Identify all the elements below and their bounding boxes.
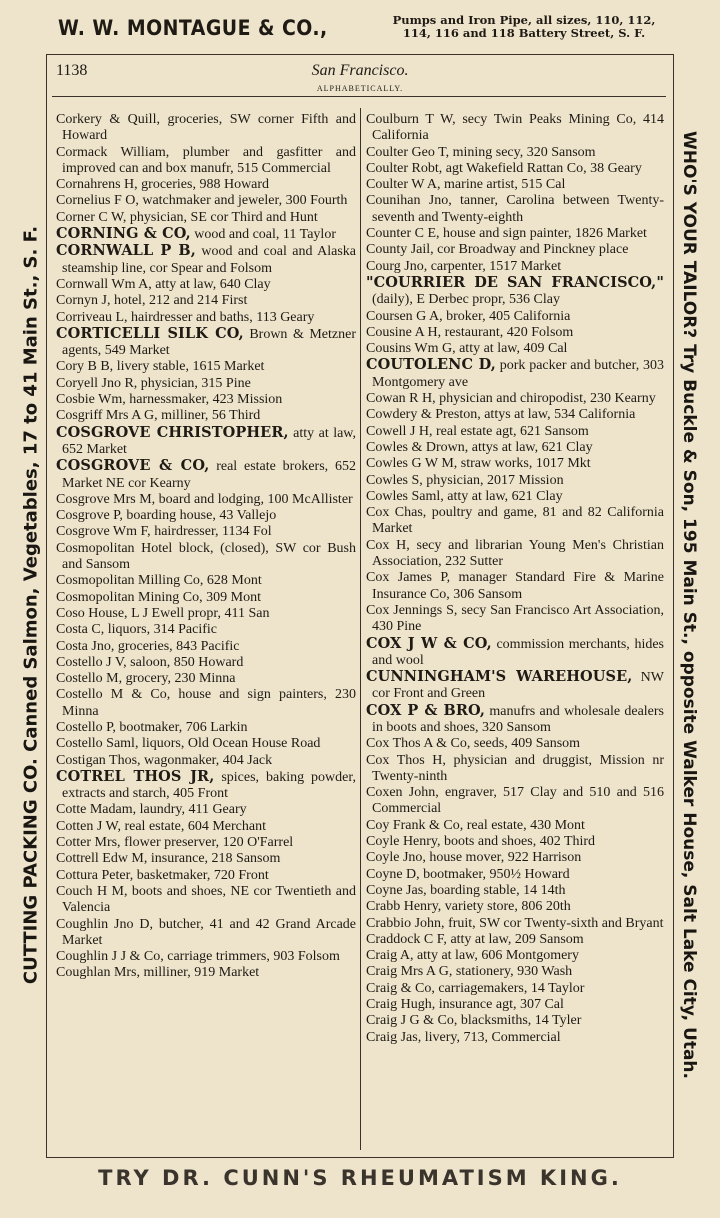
directory-entry (56, 769, 356, 803)
directory-entry (56, 508, 356, 524)
directory-entry (56, 802, 356, 818)
top-ad-line-1: Pumps and Iron Pipe, all sizes, 110, 112, (392, 13, 656, 27)
entry-name: Cowdery & Preston, (366, 407, 481, 423)
directory-entry (56, 177, 356, 193)
entry-text: seeds, 409 Sansom (473, 736, 581, 752)
entry-name: Cox James P, (366, 570, 451, 586)
directory-entry (366, 145, 664, 161)
directory-entry (56, 376, 356, 392)
entry-name: Coso House, (56, 605, 128, 621)
directory-entry (56, 884, 356, 917)
entry-name: Coulter Geo T, (366, 144, 450, 160)
entry-text: (daily), E Derbec propr, 536 Clay (372, 292, 560, 308)
directory-entry (56, 949, 356, 965)
top-ad-tagline (366, 14, 682, 40)
entry-text: secy Twin Peaks Mining Co, 414 California (372, 112, 664, 144)
entry-text: NW cor Front and Green (372, 670, 664, 702)
directory-entry (366, 703, 664, 737)
entry-text: 309 Mont (206, 589, 261, 605)
entry-text: livery, 713, Commercial (424, 1029, 561, 1045)
directory-entry (366, 325, 664, 341)
directory-entry (366, 341, 664, 357)
entry-text: boots and shoes, 402 Third (444, 834, 596, 850)
entry-name: Cornyn J, (56, 293, 111, 309)
directory-entry (366, 981, 664, 997)
entry-text: tanner, Carolina between Twenty-seventh and Twenty-eighth (372, 193, 664, 225)
entry-text: atty at law, 606 Montgomery (416, 948, 579, 964)
entry-name: Cowles & Drown, (366, 439, 469, 455)
directory-entry (366, 226, 664, 242)
entry-text: plumber and gasfitter and improved can and box manufr, 515 Commercial (62, 144, 356, 176)
directory-entry (366, 489, 664, 505)
entry-text: liquors, 314 Pacific (107, 622, 217, 638)
entry-text: laundry, 411 Geary (139, 802, 247, 818)
entry-text: groceries, 843 Pacific (117, 638, 240, 654)
directory-entry (366, 407, 664, 423)
entry-text: 628 Mont (206, 573, 262, 589)
entry-text: board and lodging, 100 McAllister (158, 491, 353, 507)
top-ad-line-2: 114, 116 and 118 Battery Street, S. F. (402, 26, 646, 40)
entry-name: Costello J V, (56, 654, 127, 670)
entry-name: Cosgriff Mrs A G, (56, 408, 158, 424)
entry-text: hairdresser and baths, 113 Geary (131, 309, 315, 325)
entry-name: Coulter Robt, (366, 160, 443, 176)
directory-entry (366, 916, 664, 932)
top-advertisement (44, 8, 684, 52)
entry-name: Cox Jennings S, (366, 602, 458, 618)
entry-name: Cowles Saml, (366, 488, 444, 504)
directory-entry (56, 392, 356, 408)
entry-text: secy and librarian Young Men's Christian Association, 232 Sutter (372, 537, 665, 570)
directory-entry (56, 590, 356, 606)
directory-entry (366, 883, 664, 899)
entry-name: Cosgrove P, (56, 508, 123, 524)
entry-name: Cosgrove Mrs M, (56, 491, 156, 507)
directory-entry (366, 867, 664, 883)
directory-entry (366, 309, 664, 325)
entry-name: Craig Hugh, (366, 997, 436, 1013)
directory-entry (56, 917, 356, 950)
entry-name: Cory B B, (56, 359, 114, 375)
entry-text: hotel, 212 and 214 First (113, 293, 248, 309)
directory-entry (366, 242, 664, 258)
directory-entry (366, 736, 664, 752)
entry-name: Craddock C F, (366, 931, 447, 947)
entry-text: atty at law, 409 Cal (459, 341, 568, 357)
entry-name: Corriveau L, (56, 309, 128, 325)
entry-name: Cosbie Wm, (56, 392, 126, 408)
entry-name: Cox H, (366, 537, 410, 553)
entry-name: Cosmopolitan Milling Co, (56, 573, 204, 589)
entry-name: CORTICELLI SILK CO, (56, 324, 244, 342)
entry-name: Cottrell Edw M, (56, 851, 148, 867)
entry-text: physician, 2017 Mission (426, 472, 564, 488)
directory-entry (56, 965, 356, 981)
entry-name: Cousins Wm G, (366, 341, 456, 357)
entry-text: saloon, 850 Howard (130, 654, 244, 670)
entry-text: milliner, 56 Third (161, 408, 261, 424)
entry-text: real estate, 604 Merchant (124, 818, 266, 834)
page-subtitle: ALPHABETICALLY. (316, 84, 404, 93)
entry-name: Costello P, (56, 719, 116, 735)
entry-text: spices, baking powder, extracts and starch, 405 Front (62, 769, 356, 802)
right-side-advertisement: WHO'S YOUR TAILOR? Try Buckle & Son, 195 Main St., opposite Walker House, Salt Lake City, Utah. (679, 131, 699, 1079)
entry-text: liquors, Old Ocean House Road (141, 736, 321, 752)
column-divider (360, 108, 361, 1150)
directory-entry (366, 570, 664, 603)
directory-entry (56, 326, 356, 360)
entry-text: groceries, SW corner Fifth and Howard (62, 112, 357, 144)
entry-text: agt Wakefield Rattan Co, 38 Geary (445, 160, 642, 176)
directory-entry (56, 458, 356, 492)
entry-text: fruit, SW cor Twenty-sixth and Bryant (448, 915, 664, 931)
entry-name: Cowles S, (366, 472, 423, 488)
directory-entry (56, 408, 356, 424)
directory-entry (366, 473, 664, 489)
directory-entry (56, 359, 356, 375)
entry-name: COX P & BRO, (366, 701, 486, 719)
entry-text: attys at law, 621 Clay (471, 439, 593, 455)
entry-text: physician and chiropodist, 230 Kearny (439, 391, 656, 407)
directory-entry (366, 538, 664, 571)
directory-entry (366, 440, 664, 456)
directory-entry (56, 277, 356, 293)
directory-entry (366, 357, 664, 391)
entry-name: COX J W & CO, (366, 634, 492, 652)
directory-column-left (56, 112, 356, 982)
directory-column-right (366, 112, 664, 1046)
directory-entry (56, 671, 356, 687)
entry-name: Coughlin J J & Co, (56, 949, 164, 965)
entry-name: COSGROVE CHRISTOPHER, (56, 423, 289, 441)
directory-entry (56, 226, 356, 243)
entry-text: atty at law, 209 Sansom (450, 931, 584, 947)
directory-entry (56, 868, 356, 884)
entry-text: manager Standard Fire & Marine Insurance Co, 306 Sansom (372, 570, 665, 602)
entry-name: Cowan R H, (366, 391, 436, 407)
directory-entry (56, 655, 356, 671)
entry-text: insurance, 218 Sansom (150, 851, 281, 867)
entry-text: real estate, 430 Mont (466, 817, 585, 833)
entry-name: Costigan Thos, (56, 752, 141, 768)
directory-entry (366, 899, 664, 915)
entry-name: Coyle Henry, (366, 834, 441, 850)
entry-name: Cotter Mrs, (56, 835, 121, 851)
directory-entry (56, 819, 356, 835)
entry-text: basketmaker, 720 Front (136, 867, 269, 883)
directory-entry (56, 492, 356, 508)
bottom-advertisement: TRY DR. CUNN'S RHEUMATISM KING. (98, 1166, 622, 1190)
directory-entry (56, 524, 356, 540)
entry-name: COSGROVE & CO, (56, 457, 210, 475)
entry-text: carriagemakers, 14 Taylor (438, 980, 585, 996)
entry-name: Craig J G & Co, (366, 1013, 458, 1029)
entry-name: Cotten J W, (56, 818, 121, 834)
directory-entry (366, 193, 664, 226)
entry-text: carpenter, 1517 Market (430, 258, 562, 274)
left-side-advertisement: CUTTING PACKING CO. Canned Salmon, Vegetables, 17 to 41 Main St., S. F. (20, 225, 42, 985)
entry-name: County Jail, (366, 242, 434, 258)
entry-name: Cosgrove Wm F, (56, 524, 151, 540)
directory-entry (366, 456, 664, 472)
entry-name: Cox Thos A & Co, (366, 736, 471, 752)
directory-entry (366, 177, 664, 193)
entry-text: mining secy, 320 Sansom (452, 144, 596, 160)
entry-text: blacksmiths, 14 Tyler (460, 1013, 582, 1029)
entry-name: Cox Thos H, (366, 752, 446, 768)
entry-name: Corkery & Quill, (56, 112, 160, 127)
entry-name: Costello M, (56, 671, 123, 687)
entry-name: Counihan Jno, (366, 193, 452, 209)
entry-text: stationery, 930 Wash (455, 964, 573, 980)
directory-entry (56, 720, 356, 736)
entry-name: Craig Mrs A G, (366, 964, 453, 980)
entry-text: grocery, 230 Minna (125, 671, 236, 687)
entry-name: Cornahrens H, (56, 177, 138, 193)
entry-text: livery stable, 1615 Market (116, 359, 265, 375)
entry-text: house and sign painter, 1826 Market (443, 226, 647, 242)
entry-name: Coursen G A, (366, 308, 443, 324)
entry-name: Cornwall Wm A, (56, 276, 152, 292)
entry-name: Crabb Henry, (366, 899, 442, 915)
entry-name: Cormack William, (56, 144, 170, 160)
directory-entry (56, 573, 356, 589)
page-number: 1138 (56, 62, 88, 79)
entry-text: physician, 315 Pine (140, 375, 251, 391)
entry-text: engraver, 517 Clay and 510 and 516 Commercial (372, 785, 665, 817)
entry-name: Courg Jno, (366, 258, 428, 274)
entry-text: poultry and game, 81 and 82 California Market (372, 505, 665, 537)
entry-text: hairdresser, 1134 Fol (154, 524, 272, 540)
directory-entry (366, 834, 664, 850)
entry-name: Coxen John, (366, 785, 439, 801)
entry-text: straw works, 1017 Mkt (460, 456, 591, 472)
entry-text: house and sign painters, 230 Minna (62, 687, 356, 719)
entry-name: CUNNINGHAM'S WAREHOUSE, (366, 668, 633, 686)
directory-entry (56, 687, 356, 720)
directory-entry (366, 850, 664, 866)
directory-entry (366, 275, 664, 309)
directory-entry (56, 835, 356, 851)
entry-name: Coughlin Jno D, (56, 916, 153, 932)
top-ad-firm-name: W. W. MONTAGUE & CO., (58, 16, 328, 40)
entry-text: Brown & Metzner agents, 549 Market (62, 326, 356, 359)
entry-text: boarding stable, 14 14th (430, 882, 566, 898)
entry-name: Coughlan Mrs, (56, 965, 140, 981)
directory-entry (56, 639, 356, 655)
entry-name: Cornelius F O, (56, 193, 139, 209)
entry-name: Craig Jas, (366, 1029, 422, 1045)
directory-entry (366, 636, 664, 670)
directory-entry (366, 932, 664, 948)
directory-entry (56, 753, 356, 769)
entry-text: broker, 405 California (446, 308, 571, 324)
directory-entry (366, 505, 664, 538)
directory-entry (56, 193, 356, 209)
entry-name: Costello M & Co, (56, 687, 171, 703)
entry-name: Craig A, (366, 948, 414, 964)
directory-entry (366, 161, 664, 177)
entry-text: (closed), SW cor Bush and Sansom (62, 540, 357, 573)
entry-text: watchmaker and jeweler, 300 Fourth (142, 193, 348, 209)
entry-text: groceries, 988 Howard (141, 177, 270, 193)
entry-name: COTREL THOS JR, (56, 767, 215, 785)
directory-entry (56, 243, 356, 277)
entry-text: insurance agt, 307 Cal (438, 997, 564, 1013)
entry-text: flower preserver, 120 O'Farrel (124, 835, 294, 851)
entry-name: Coyne D, (366, 866, 420, 882)
entry-name: Cottura Peter, (56, 867, 134, 883)
entry-text: atty at law, 640 Clay (155, 276, 271, 292)
directory-entry (366, 948, 664, 964)
entry-text: wood and coal, 11 Taylor (194, 227, 336, 243)
directory-entry (366, 259, 664, 275)
entry-text: atty at law, 621 Clay (447, 488, 563, 504)
directory-entry (366, 997, 664, 1013)
header-rule (52, 96, 666, 97)
entry-name: Coulburn T W, (366, 112, 456, 127)
directory-entry (366, 424, 664, 440)
directory-entry (366, 669, 664, 703)
directory-entry (56, 210, 356, 226)
directory-entry (56, 310, 356, 326)
entry-name: Cousine A H, (366, 324, 442, 340)
entry-text: cor Broadway and Pinckney place (437, 242, 629, 258)
entry-text: bootmaker, 950½ Howard (423, 866, 570, 882)
directory-entry (56, 851, 356, 867)
entry-name: Coyne Jas, (366, 882, 427, 898)
entry-name: Couch H M, (56, 883, 128, 899)
directory-entry (366, 964, 664, 980)
directory-entry (366, 112, 664, 145)
entry-name: Coyle Jno, (366, 850, 426, 866)
entry-text: secy San Francisco Art Association, 430 Pine (372, 602, 664, 635)
directory-entry (366, 753, 664, 786)
entry-text: commission merchants, hides and wool (372, 636, 664, 668)
entry-text: manufrs and wholesale dealers in boots and shoes, 320 Sansom (372, 703, 665, 735)
entry-text: wagonmaker, 404 Jack (144, 752, 273, 768)
entry-text: atty at law, 652 Market (62, 425, 357, 457)
entry-name: Cox Chas, (366, 505, 427, 521)
entry-text: variety store, 806 20th (444, 899, 571, 915)
directory-entry (366, 391, 664, 407)
entry-text: wood and coal and Alaska steamship line, cor Spear and Folsom (62, 244, 356, 276)
entry-text: harnessmaker, 423 Mission (129, 392, 283, 408)
entry-text: milliner, 919 Market (143, 965, 260, 981)
entry-text: restaurant, 420 Folsom (444, 324, 574, 340)
directory-entry (56, 541, 356, 574)
entry-text: boarding house, 43 Vallejo (126, 508, 277, 524)
directory-entry (56, 606, 356, 622)
entry-text: attys at law, 534 California (484, 407, 636, 423)
entry-name: "COURRIER DE SAN FRANCISCO," (366, 273, 664, 291)
directory-entry (366, 818, 664, 834)
entry-text: physician and druggist, Mission nr Twenty-ninth (372, 752, 665, 784)
directory-entry (56, 145, 356, 178)
entry-text: carriage trimmers, 903 Folsom (167, 949, 340, 965)
directory-entry (366, 785, 664, 818)
entry-name: Costello Saml, (56, 736, 139, 752)
entry-name: Corner C W, (56, 209, 127, 225)
entry-name: Coulter W A, (366, 177, 441, 193)
directory-entry (56, 622, 356, 638)
entry-name: Cotte Madam, (56, 802, 137, 818)
entry-name: Cosmopolitan Mining Co, (56, 589, 203, 605)
entry-name: Coryell Jno R, (56, 375, 138, 391)
entry-name: Costa C, (56, 622, 105, 638)
entry-name: Costa Jno, (56, 638, 115, 654)
page-title: San Francisco. (311, 62, 409, 79)
entry-text: real estate brokers, 652 Market NE cor Kearny (62, 459, 356, 491)
entry-name: CORNING & CO, (56, 225, 191, 243)
entry-text: physician, SE cor Third and Hunt (129, 209, 318, 225)
entry-name: COUTOLENC D, (366, 356, 496, 374)
entry-text: pork packer and butcher, 303 Montgomery ave (372, 358, 664, 390)
entry-name: Crabbio John, (366, 915, 445, 931)
directory-entry (366, 1030, 664, 1046)
entry-text: marine artist, 515 Cal (444, 177, 566, 193)
entry-text: L J Ewell propr, 411 San (131, 605, 270, 621)
entry-text: real estate agt, 621 Sansom (436, 423, 589, 439)
entry-text: butcher, 41 and 42 Grand Arcade Market (62, 916, 356, 948)
entry-name: Cowles G W M, (366, 456, 458, 472)
directory-entry (56, 112, 356, 145)
entry-text: house mover, 922 Harrison (429, 850, 582, 866)
directory-entry (56, 293, 356, 309)
entry-name: Coy Frank & Co, (366, 817, 464, 833)
directory-entry (56, 425, 356, 459)
entry-text: bootmaker, 706 Larkin (119, 719, 248, 735)
entry-name: Cosmopolitan Hotel block, (56, 540, 214, 556)
entry-name: Craig & Co, (366, 980, 435, 996)
entry-name: CORNWALL P B, (56, 242, 196, 260)
entry-name: Cowell J H, (366, 423, 433, 439)
entry-name: Counter C E, (366, 226, 440, 242)
directory-entry (366, 1013, 664, 1029)
entry-text: boots and shoes, NE cor Twentieth and Valencia (62, 883, 356, 916)
directory-entry (366, 603, 664, 636)
directory-entry (56, 736, 356, 752)
